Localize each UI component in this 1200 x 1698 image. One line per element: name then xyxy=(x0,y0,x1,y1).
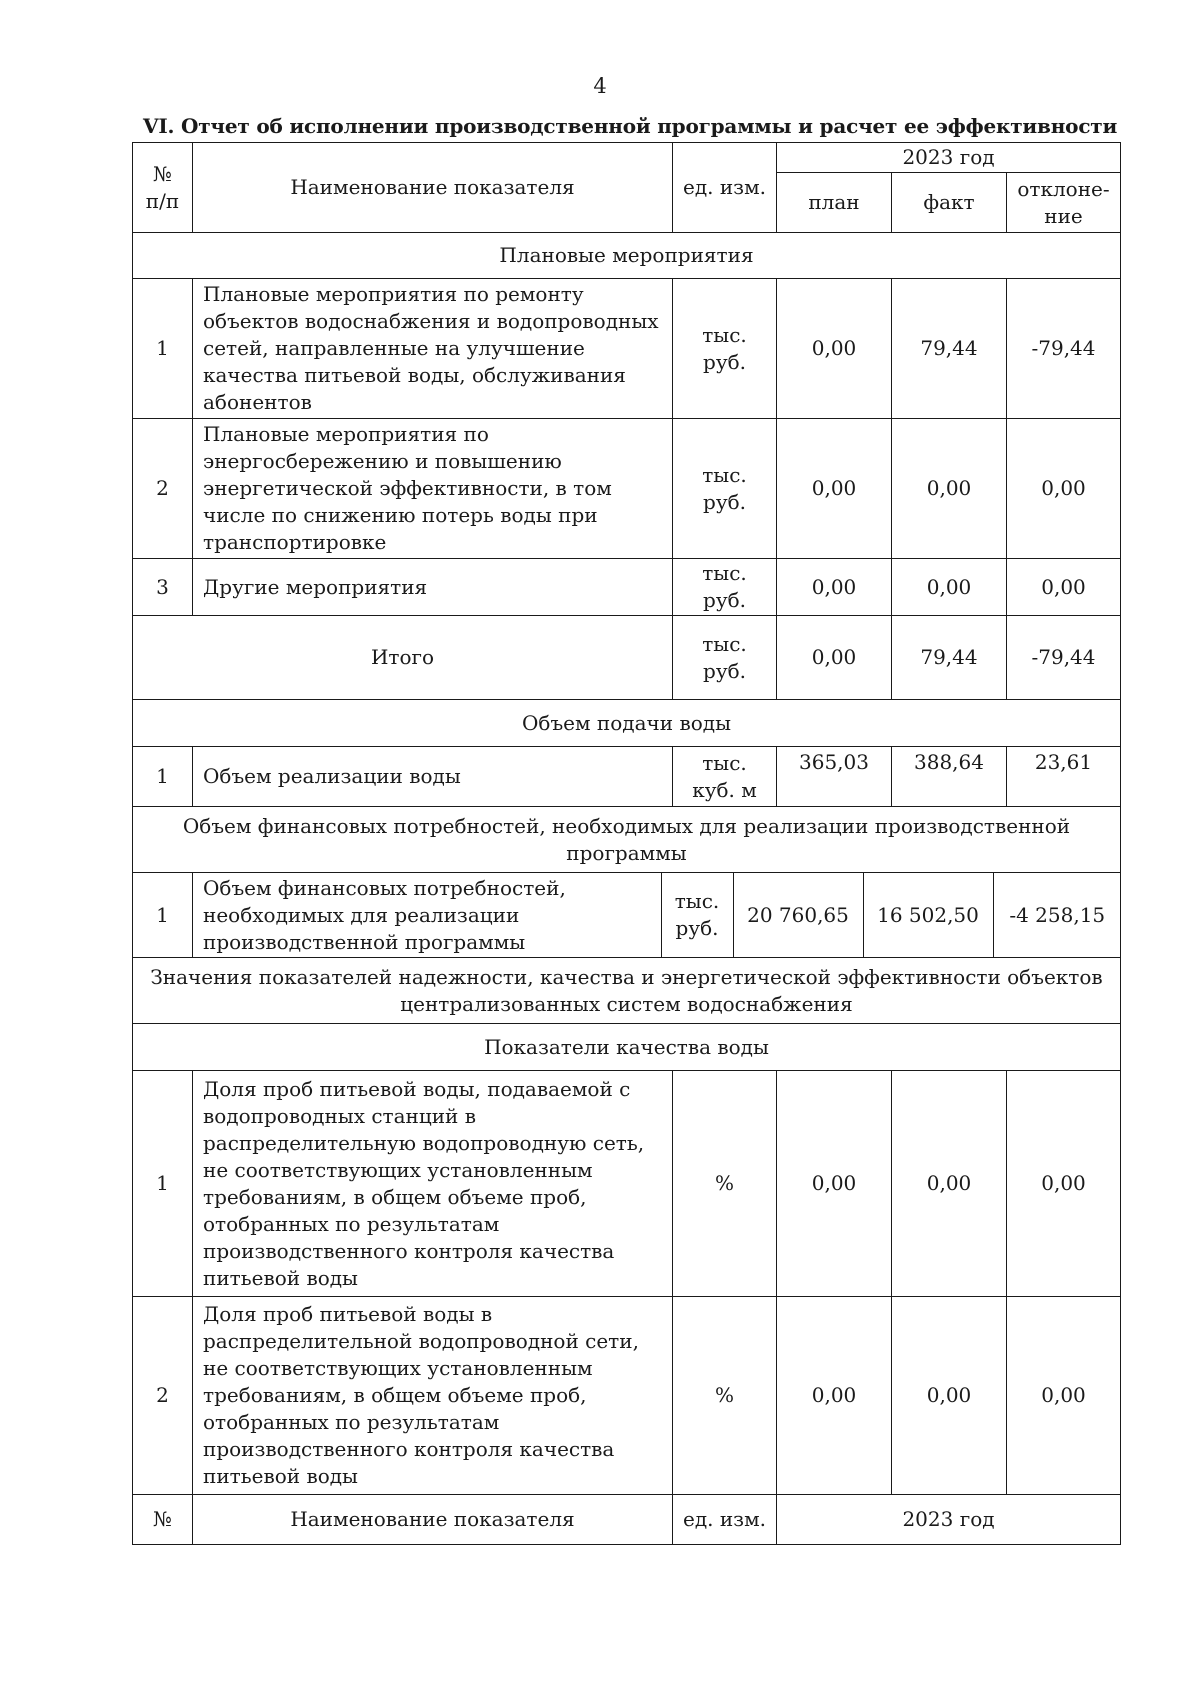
row-num: 1 xyxy=(133,873,193,958)
section-row xyxy=(133,807,1121,873)
total-deviation: -79,44 xyxy=(1007,616,1121,700)
row-num: 1 xyxy=(133,747,193,807)
row-deviation: 0,00 xyxy=(1007,1071,1121,1297)
row-fact: 0,00 xyxy=(892,1297,1007,1495)
table-row xyxy=(133,747,1121,807)
row-num: 1 xyxy=(133,279,193,419)
total-plan: 0,00 xyxy=(777,616,892,700)
table-row xyxy=(133,279,1121,419)
header-num: № п/п xyxy=(133,143,193,233)
header-deviation: отклоне- ние xyxy=(1007,173,1121,233)
section-row xyxy=(133,958,1121,1024)
row-plan: 0,00 xyxy=(777,279,892,419)
row-fact: 16 502,50 xyxy=(863,873,993,957)
header-fact: факт xyxy=(892,173,1007,233)
row-name: Доля проб питьевой воды, подаваемой с водопроводных станций в распределительную водопроводную сеть, не соответствующих установленным требованиям, в общем объеме проб, отобранных по результатам производственного контроля качества питьевой воды xyxy=(193,1071,673,1297)
header-row xyxy=(133,143,1121,173)
page-number: 4 xyxy=(593,74,607,98)
section-row xyxy=(133,700,1121,747)
row-plan: 365,03 xyxy=(777,747,892,807)
section-title-finance: Объем финансовых потребностей, необходимых для реализации производственной программы xyxy=(133,807,1121,873)
row-unit: тыс. руб. xyxy=(673,279,777,419)
row-unit: тыс. куб. м xyxy=(673,747,777,807)
header-year: 2023 год xyxy=(777,143,1121,173)
row-unit: тыс. руб. xyxy=(673,419,777,559)
row-fact: 0,00 xyxy=(892,559,1007,616)
row-fact: 0,00 xyxy=(892,1071,1007,1297)
table-row xyxy=(133,1071,1121,1297)
row-deviation: 23,61 xyxy=(1007,747,1121,807)
row-deviation: -4 258,15 xyxy=(993,873,1121,957)
row-plan: 20 760,65 xyxy=(733,873,863,957)
row-name: Плановые мероприятия по ремонту объектов водоснабжения и водопроводных сетей, направленные на улучшение качества питьевой воды, обслуживания абонентов xyxy=(193,279,673,419)
row-unit: % xyxy=(673,1071,777,1297)
header-name: Наименование показателя xyxy=(193,143,673,233)
row-num: 2 xyxy=(133,1297,193,1495)
table-row xyxy=(133,559,1121,616)
report-table xyxy=(132,142,1121,1545)
footer-header-year: 2023 год xyxy=(777,1495,1121,1545)
row-deviation: 0,00 xyxy=(1007,419,1121,559)
finance-inner-table xyxy=(193,873,1121,957)
row-name: Плановые мероприятия по энергосбережению и повышению энергетической эффективности, в том числе по снижению потерь воды при транспортировке xyxy=(193,419,673,559)
header-plan: план xyxy=(777,173,892,233)
table-row xyxy=(133,1297,1121,1495)
table-row xyxy=(133,419,1121,559)
footer-header-num: № xyxy=(133,1495,193,1545)
total-unit: тыс. руб. xyxy=(673,616,777,700)
row-fact: 0,00 xyxy=(892,419,1007,559)
section-title-planned: Плановые мероприятия xyxy=(133,233,1121,279)
table-row xyxy=(133,873,1121,958)
row-unit: тыс. руб. xyxy=(661,873,733,957)
row-name: Объем финансовых потребностей, необходимых для реализации производственной программы xyxy=(203,875,566,954)
row-name: Объем реализации воды xyxy=(193,747,673,807)
row-fact: 388,64 xyxy=(892,747,1007,807)
row-fact: 79,44 xyxy=(892,279,1007,419)
row-deviation: 0,00 xyxy=(1007,1297,1121,1495)
section-title-reliability: Значения показателей надежности, качества и энергетической эффективности объектов централизованных систем водоснабжения xyxy=(133,958,1121,1024)
row-plan: 0,00 xyxy=(777,419,892,559)
section-title-quality: Показатели качества воды xyxy=(133,1024,1121,1071)
row-deviation: 0,00 xyxy=(1007,559,1121,616)
footer-header-row xyxy=(133,1495,1121,1545)
header-unit: ед. изм. xyxy=(673,143,777,233)
row-unit: % xyxy=(673,1297,777,1495)
row-name: Доля проб питьевой воды в распределительной водопроводной сети, не соответствующих установленным требованиям, в общем объеме проб, отобранных по результатам производственного контроля качества питьевой воды xyxy=(193,1297,673,1495)
document-title: VI. Отчет об исполнении производственной программы и расчет ее эффективности xyxy=(143,114,1118,138)
row-num: 2 xyxy=(133,419,193,559)
row-name: Другие мероприятия xyxy=(193,559,673,616)
row-plan: 0,00 xyxy=(777,559,892,616)
row-plan: 0,00 xyxy=(777,1071,892,1297)
footer-header-name: Наименование показателя xyxy=(193,1495,673,1545)
total-row xyxy=(133,616,1121,700)
row-num: 1 xyxy=(133,1071,193,1297)
row-num: 3 xyxy=(133,559,193,616)
finance-row-cells xyxy=(193,873,1121,958)
row-plan: 0,00 xyxy=(777,1297,892,1495)
section-row xyxy=(133,1024,1121,1071)
section-title-volume: Объем подачи воды xyxy=(133,700,1121,747)
total-fact: 79,44 xyxy=(892,616,1007,700)
total-label: Итого xyxy=(133,616,673,700)
section-row xyxy=(133,233,1121,279)
row-deviation: -79,44 xyxy=(1007,279,1121,419)
row-unit: тыс. руб. xyxy=(673,559,777,616)
footer-header-unit: ед. изм. xyxy=(673,1495,777,1545)
